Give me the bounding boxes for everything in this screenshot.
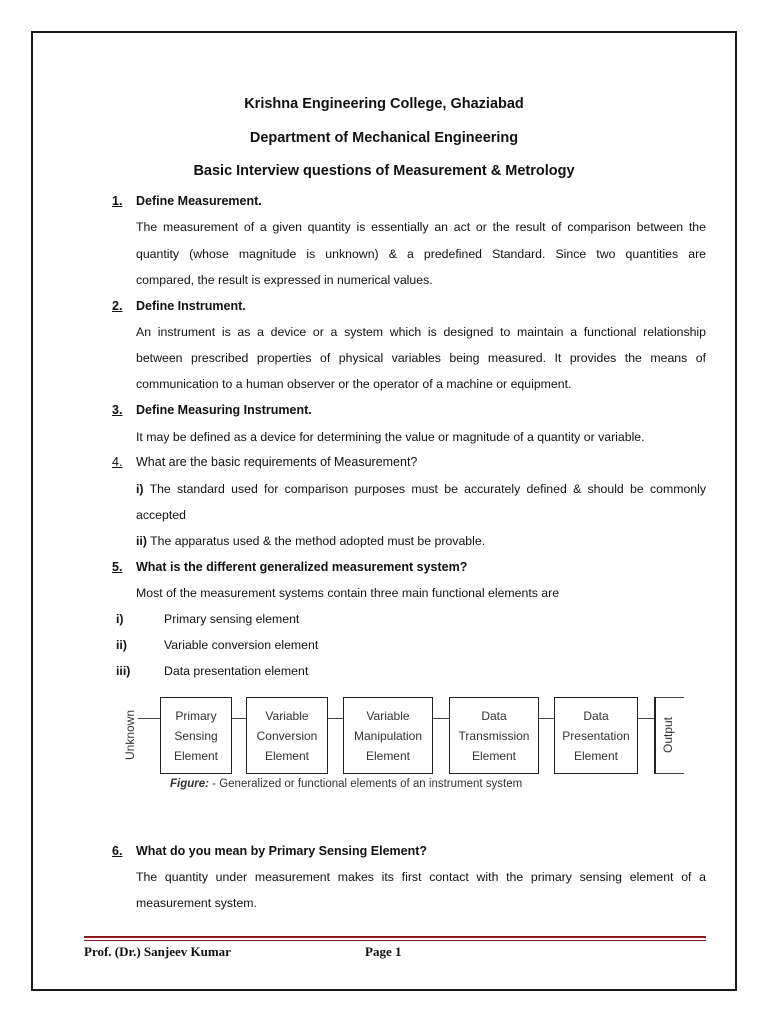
question-title: What is the different generalized measurement system?: [136, 560, 468, 574]
college-name: Krishna Engineering College, Ghaziabad: [244, 96, 524, 112]
list-marker: i): [136, 482, 144, 496]
list-item-text: Primary sensing element: [164, 612, 300, 626]
caption-label: Figure:: [170, 778, 209, 790]
requirement-2: [136, 534, 706, 548]
connector-line: [232, 718, 246, 719]
answer-line: It may be defined as a device for determining the value or magnitude of a quantity or variable.: [136, 430, 645, 444]
block-text: Primary: [175, 708, 217, 723]
block-data-presentation: [554, 697, 638, 774]
connector-line: [655, 773, 684, 774]
block-text: Element: [573, 748, 618, 763]
answer-line: communication to a human observer or the operator of a machine or equipment.: [136, 377, 572, 391]
connector-line: [328, 718, 343, 719]
block-text: Sensing: [174, 728, 218, 743]
question-1: [112, 194, 262, 208]
list-marker: iii): [116, 664, 131, 678]
list-marker: ii): [136, 534, 147, 548]
footer-page: Page 1: [365, 944, 402, 959]
answer-line: The standard used for comparison purposes must be accurately defined & should be commonly: [149, 482, 707, 496]
connector-line: [138, 718, 160, 719]
block-primary-sensing: [160, 697, 232, 774]
block-variable-conversion: [246, 697, 328, 774]
list-item: [116, 612, 299, 626]
answer-line: compared, the result is expressed in numerical values.: [136, 273, 433, 287]
list-marker: ii): [116, 638, 127, 652]
question-5: [112, 560, 467, 574]
connector-line: [655, 697, 684, 698]
connector-line: [638, 718, 655, 719]
question-number: 3.: [112, 403, 123, 417]
connector-line: [539, 718, 554, 719]
question-3: [112, 403, 312, 417]
block-variable-manipulation: [343, 697, 433, 774]
department-name: Department of Mechanical Engineering: [249, 130, 519, 146]
question-title: Define Measurement.: [136, 194, 262, 208]
answer-line: The measurement of a given quantity is essentially an act or the result of comparison between the: [136, 220, 706, 234]
question-number: 6.: [112, 844, 123, 858]
question-2: [112, 299, 246, 313]
answer-line: The quantity under measurement makes its first contact with the primary sensing element of a: [136, 870, 706, 884]
answer-line: quantity (whose magnitude is unknown) & a predefined Standard. Since two quantities are: [136, 247, 706, 261]
question-title: What are the basic requirements of Measurement?: [136, 455, 418, 469]
block-text: Element: [173, 748, 219, 763]
block-text: Variable: [265, 708, 309, 723]
input-label: Unknown: [123, 709, 137, 761]
answer-line: between prescribed properties of physical variables being measured. It provides the means of: [136, 351, 706, 365]
block-data-transmission: [449, 697, 539, 774]
question-4: [112, 455, 417, 469]
block-text: Element: [264, 748, 309, 763]
question-number: 1.: [112, 194, 123, 208]
answer-line: The apparatus used & the method adopted must be provable.: [150, 534, 486, 548]
list-item-text: Data presentation element: [164, 664, 309, 678]
question-6: [112, 844, 427, 858]
list-marker: i): [116, 612, 124, 626]
footer-author: Prof. (Dr.) Sanjeev Kumar: [84, 944, 231, 959]
block-text: Data: [481, 708, 507, 723]
block-text: Conversion: [256, 728, 318, 743]
question-number: 5.: [112, 560, 123, 574]
caption-text: - Generalized or functional elements of an instrument system: [208, 778, 523, 790]
question-number: 2.: [112, 299, 123, 313]
list-item: [116, 638, 318, 652]
connector-line: [433, 718, 449, 719]
block-text: Transmission: [458, 728, 530, 743]
block-text: Data: [583, 708, 609, 723]
output-label: Output: [661, 716, 675, 754]
question-title: What do you mean by Primary Sensing Element?: [136, 844, 428, 858]
block-text: Manipulation: [353, 728, 423, 743]
requirement-1: [136, 482, 706, 496]
question-title: Define Measuring Instrument.: [136, 403, 312, 417]
footer-rule: [84, 936, 706, 938]
figure-caption: [170, 778, 522, 790]
answer-line: measurement system.: [136, 896, 257, 910]
document-title: Basic Interview questions of Measurement & Metrology: [193, 163, 575, 179]
footer-rule: [84, 940, 706, 941]
answer-line: accepted: [136, 508, 186, 522]
block-text: Element: [471, 748, 517, 763]
list-item-text: Variable conversion element: [164, 638, 319, 652]
answer-line: An instrument is as a device or a system which is designed to maintain a functional relationship: [136, 325, 706, 339]
output-bracket: [654, 697, 656, 774]
answer-line: Most of the measurement systems contain three main functional elements are: [136, 586, 560, 600]
block-text: Presentation: [562, 728, 630, 743]
list-item: [116, 664, 308, 678]
block-text: Element: [365, 748, 410, 763]
question-number: 4.: [112, 455, 123, 469]
question-title: Define Instrument.: [136, 299, 246, 313]
block-text: Variable: [366, 708, 410, 723]
